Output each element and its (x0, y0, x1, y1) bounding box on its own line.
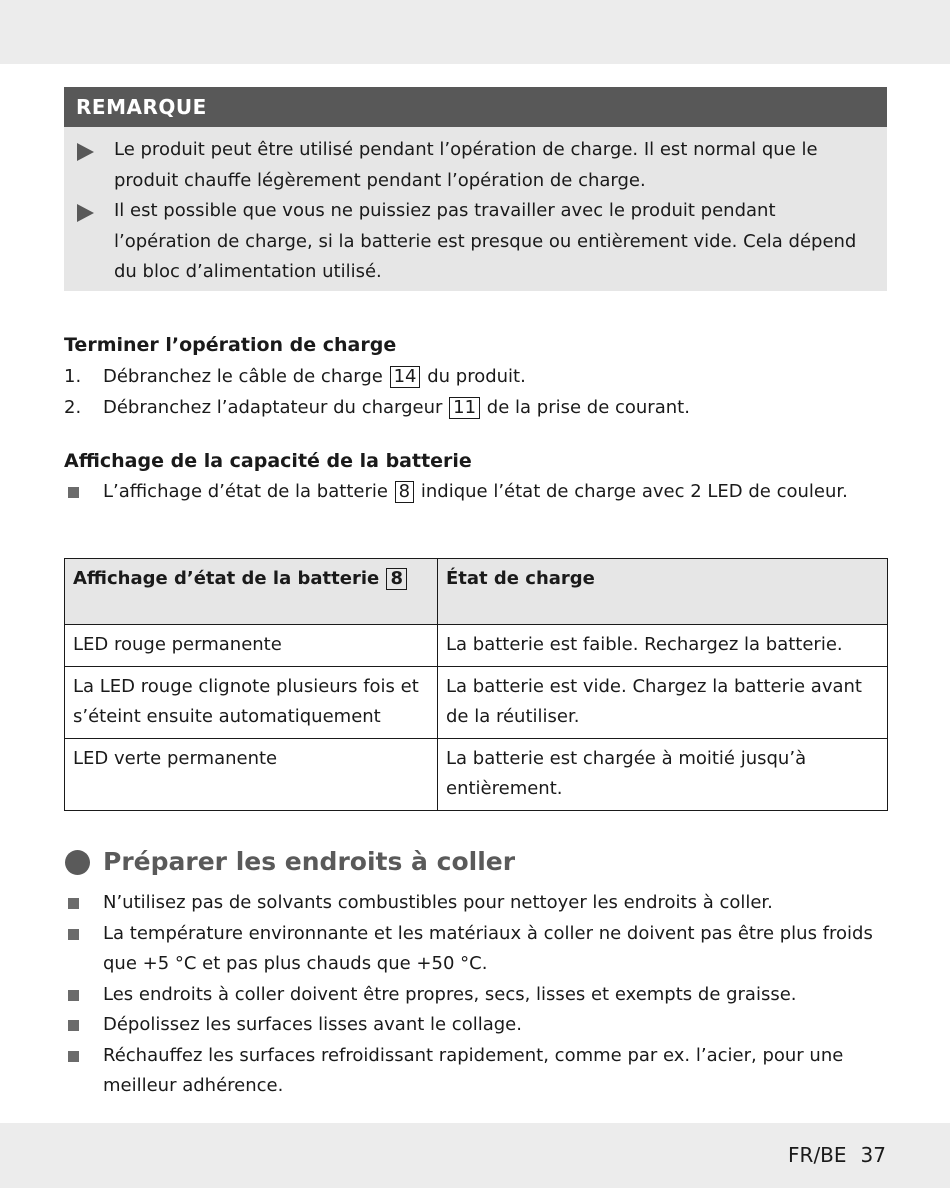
triangle-bullet-icon (77, 204, 94, 222)
table-row (65, 625, 888, 667)
list-item (64, 1010, 887, 1041)
bullet-text: Les endroits à coller doivent être propres, secs, lisses et exempts de graisse. (103, 983, 797, 1005)
table-cell: La batterie est vide. Chargez la batterie avant de la réutiliser. (438, 667, 888, 739)
note-item-text: Il est possible que vous ne puissiez pas travailler avec le produit pendant l’opération de charge, si la batterie est presque ou entièrement vide. Cela dépend du bloc d’alimentation utilisé. (114, 200, 857, 282)
circle-bullet-icon (65, 850, 90, 875)
note-item (64, 135, 887, 196)
bullet-text: indique l’état de charge avec 2 LED de couleur. (420, 481, 848, 502)
section-title-text: Préparer les endroits à coller (103, 847, 516, 876)
step-text: de la prise de courant. (486, 396, 690, 418)
note-item-text: Le produit peut être utilisé pendant l’opération de charge. Il est normal que le produit chauffe légèrement pendant l’opération de charge. (114, 139, 818, 191)
bullet-text: Réchauffez les surfaces refroidissant rapidement, comme par ex. l’acier, pour une meilleur adhérence. (103, 1044, 844, 1096)
list-item (64, 1041, 887, 1102)
triangle-bullet-icon (77, 143, 94, 161)
table-cell: LED verte permanente (65, 739, 438, 811)
square-bullet-icon (68, 990, 79, 1001)
reference-number: 8 (386, 568, 407, 590)
list-item (64, 888, 887, 919)
step-text: Débranchez le câble de charge (103, 366, 383, 387)
list-item (64, 919, 887, 980)
table-row (65, 739, 888, 811)
page-footer (788, 1140, 886, 1170)
note-header (64, 87, 887, 127)
page-number: 37 (860, 1143, 886, 1167)
end-charge-steps (64, 362, 887, 423)
table-cell: La batterie est chargée à moitié jusqu’à entièrement. (438, 739, 888, 811)
table-row (65, 667, 888, 739)
list-item (64, 362, 887, 393)
list-item (64, 980, 887, 1011)
square-bullet-icon (68, 1020, 79, 1031)
table-cell: La batterie est faible. Rechargez la batterie. (438, 625, 888, 667)
note-item (64, 196, 887, 288)
column-header-text: Affichage d’état de la batterie (73, 568, 380, 589)
bullet-text: Dépolissez les surfaces lisses avant le collage. (103, 1014, 522, 1035)
battery-state-table (64, 558, 888, 811)
table-cell: La LED rouge clignote plusieurs fois et s’éteint ensuite automatiquement (65, 667, 438, 739)
note-title: REMARQUE (76, 95, 207, 119)
square-bullet-icon (68, 487, 79, 498)
bullet-text: L’affichage d’état de la batterie (103, 481, 388, 502)
capacity-heading: Affichage de la capacité de la batterie (64, 450, 472, 472)
step-text: du produit. (427, 366, 526, 387)
column-header-state: État de charge (438, 559, 888, 625)
list-item (64, 477, 887, 508)
square-bullet-icon (68, 929, 79, 940)
capacity-list (64, 477, 887, 508)
square-bullet-icon (68, 1051, 79, 1062)
table-header-row (65, 559, 888, 625)
footer-locale: FR/BE (788, 1143, 847, 1167)
table-cell: LED rouge permanente (65, 625, 438, 667)
step-number: 2. (64, 396, 82, 418)
list-item (64, 393, 887, 424)
end-charge-heading: Terminer l’opération de charge (64, 334, 397, 356)
top-margin-band (0, 0, 950, 64)
square-bullet-icon (68, 898, 79, 909)
bullet-text: La température environnante et les matériaux à coller ne doivent pas être plus froids que +5 °C et pas plus chauds que +50 °C. (103, 922, 873, 974)
reference-number: 11 (449, 397, 480, 419)
note-box (64, 127, 887, 291)
reference-number: 8 (395, 481, 414, 503)
reference-number: 14 (390, 366, 421, 388)
prepare-list (64, 888, 887, 1102)
step-number: 1. (64, 366, 82, 387)
bullet-text: N’utilisez pas de solvants combustibles pour nettoyer les endroits à coller. (103, 892, 773, 913)
column-header-display (65, 559, 438, 625)
step-text: Débranchez l’adaptateur du chargeur (103, 396, 443, 418)
